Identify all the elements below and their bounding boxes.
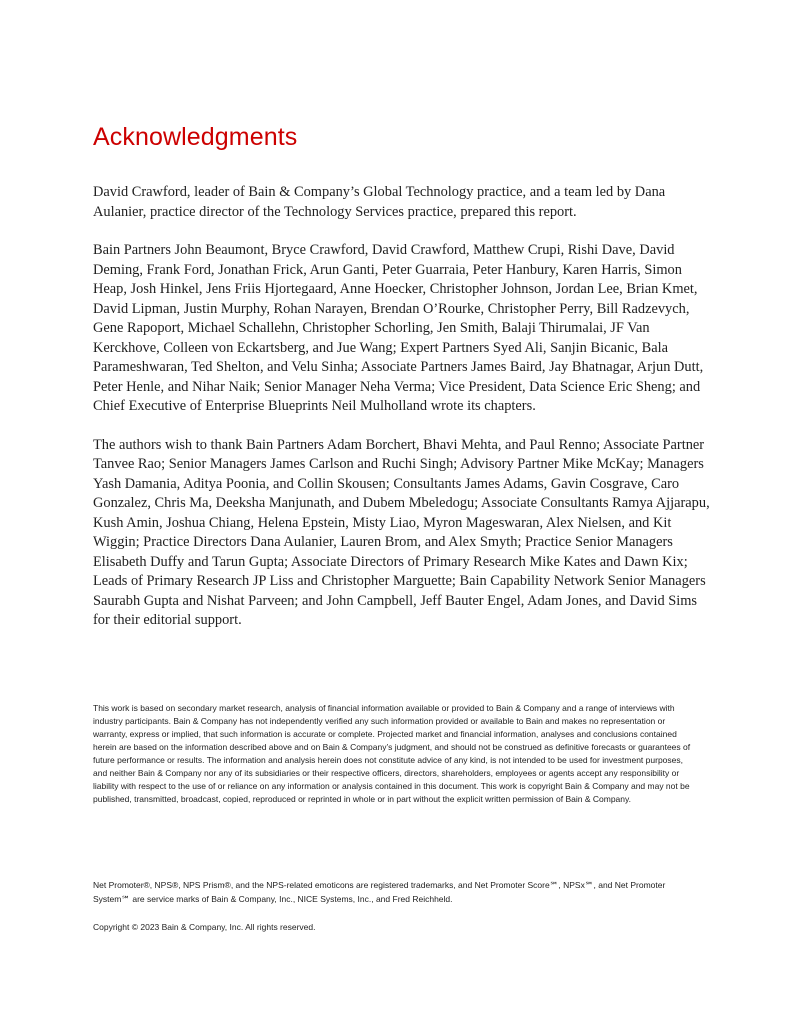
disclaimer-text: This work is based on secondary market research, analysis of financial information available or provided to Bain & Company and a range of interviews with industry participants. Bain & Company has not independently verified any such information provided or available to Bain and makes no representation or warranty, express or implied, that such information is accurate or complete. Projected market and financial information, analyses and conclusions contained herein are based on the information described above and on Bain & Company’s judgment, and should not be construed as definitive forecasts or guarantees of future performance or results. The information and analysis herein does not constitute advice of any kind, is not intended to be used for investment purposes, and neither Bain & Company nor any of its subsidiaries or their respective officers, directors, shareholders, employees or agents accept any responsibility or liability with respect to the use of or reliance on any information or analysis contained in this document. This work is copyright Bain & Company and may not be published, transmitted, broadcast, copied, reproduced or reprinted in whole or in part without the explicit written permission of Bain & Company. [93,703,691,804]
thanks-paragraph: The authors wish to thank Bain Partners Adam Borchert, Bhavi Mehta, and Paul Renno; Associate Partner Tanvee Rao; Senior Managers James Carlson and Ruchi Singh; Advisory Partner Mike McKay; Managers Yash Damania, Aditya Poonia, and Collin Skousen; Consultants James Adams, Gavin Cosgrave, Caro Gonzalez, Chris Ma, Deeksha Manjunath, and Dubem Mbeledogu; Associate Consultants Ramya Ajjarapu, Kush Amin, Joshua Chiang, Helena Epstein, Misty Liao, Myron Mageswaran, Alex Nielsen, and Kit Wiggin; Practice Directors Dana Aulanier, Lauren Brom, and Alex Smyth; Practice Senior Managers Elisabeth Duffy and Tarun Gupta; Associate Directors of Primary Research Mike Kates and Dawn Kix; Leads of Primary Research JP Liss and Christopher Marguette; Bain Capability Network Senior Managers Saurabh Gupta and Nishat Parveen; and John Campbell, Jeff Bauter Engel, Adam Jones, and David Sims for their editorial support. [93,436,710,628]
intro-paragraph: David Crawford, leader of Bain & Company’s Global Technology practice, and a team led by Dana Aulanier, practice director of the Technology Services practice, prepared this report. [93,184,666,220]
contributors-paragraph: Bain Partners John Beaumont, Bryce Crawford, David Crawford, Matthew Crupi, Rishi Dave, David Deming, Frank Ford, Jonathan Frick, Arun Ganti, Peter Guarraia, Peter Hanbury, Karen Harris, Simon Heap, Josh Hinkel, Jens Friis Hjortegaard, Anne Hoecker, Christopher Johnson, Jordan Lee, Brian Kmet, David Lipman, Justin Murphy, Rohan Narayen, Brendan O’Rourke, Christopher Perry, Bill Radzevych, Gene Rapoport, Michael Schallehn, Christopher Schorling, Jen Smith, Balaji Thirumalai, JF Van Kerckhove, Colleen von Eckartsberg, and Jue Wang; Expert Partners Syed Ali, Sanjin Bicanic, Bala Parameshwaran, Ted Shelton, and Velu Sinha; Associate Partners James Baird, Jay Bhatnagar, Arjun Dutt, Peter Henle, and Nihar Naik; Senior Manager Neha Verma; Vice President, Data Science Eric Sheng; and Chief Executive of Enterprise Blueprints Neil Mulholland wrote its chapters. [93,242,704,414]
copyright-notice: Copyright © 2023 Bain & Company, Inc. All rights reserved. [93,922,316,932]
acknowledgments-body [93,183,713,650]
trademarks-notice: Net Promoter®, NPS®, NPS Prism®, and the NPS-related emoticons are registered trademarks, and Net Promoter Score℠, NPSx℠, and Net Promoter System℠ are service marks of Bain & Company, Inc., NICE Systems, Inc., and Fred Reichheld. [93,880,666,904]
page-title: Acknowledgments [93,123,298,151]
